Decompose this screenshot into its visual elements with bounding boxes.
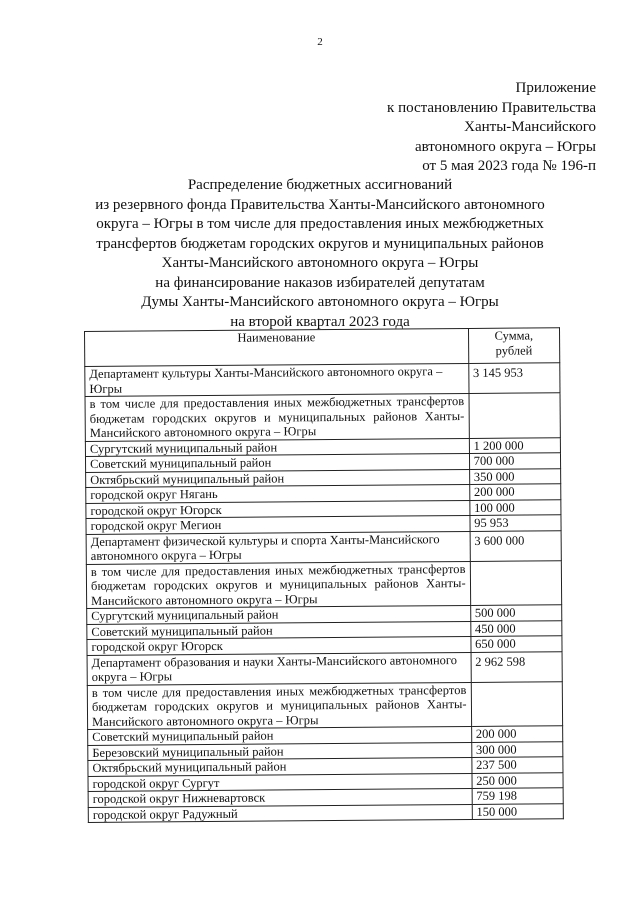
row-name: городской округ Мегион [86, 515, 470, 534]
appendix-line: к постановлению Правительства [387, 99, 596, 116]
budget-table [84, 327, 564, 823]
title-line: на финансирование наказов избирателей депутатам [155, 274, 485, 291]
row-sum: 150 000 [472, 803, 563, 819]
header-sum [468, 328, 560, 364]
row-name: Советский муниципальный район [87, 621, 471, 640]
title-line: на второй квартал 2023 года [230, 313, 410, 330]
row-name: Октябрьский муниципальный район [88, 757, 472, 776]
row-sum: 500 000 [470, 605, 561, 621]
row-name: Советский муниципальный район [88, 726, 472, 745]
row-sum: 250 000 [472, 772, 563, 788]
appendix-block [266, 79, 596, 177]
table-row [86, 530, 561, 564]
row-sum [471, 681, 563, 726]
row-sum: 650 000 [471, 636, 562, 652]
row-sum: 100 000 [469, 499, 560, 515]
row-name: в том числе для предоставления иных межбюджетных трансфертов бюджетам городских округов и муниципальных районов Ханты-Мансийского автономного округа – Югры [85, 393, 469, 441]
table-header-row [85, 328, 560, 367]
row-name: Департамент культуры Ханты-Мансийского автономного округа – Югры [85, 363, 469, 396]
document-title [80, 176, 560, 332]
page-number: 2 [317, 36, 323, 48]
row-name: Березовский муниципальный район [88, 742, 472, 761]
row-sum: 300 000 [471, 741, 562, 757]
row-sum: 95 953 [470, 515, 561, 531]
row-name: городской округ Югорск [86, 500, 470, 519]
table-row [85, 363, 560, 397]
appendix-line: Ханты-Мансийского [464, 119, 596, 135]
appendix-line: от 5 мая 2023 года № 196-п [422, 158, 596, 174]
title-line: трансфертов бюджетам городских округов и муниципальных районов [96, 235, 544, 252]
row-sum [470, 560, 562, 605]
table-body [85, 363, 564, 823]
row-sum: 2 962 598 [471, 651, 563, 682]
row-sum [469, 393, 561, 438]
row-sum: 237 500 [472, 757, 563, 773]
table-row [87, 651, 562, 685]
table-row [85, 393, 560, 441]
row-sum: 1 200 000 [469, 437, 560, 453]
row-name: Октябрьский муниципальный район [86, 469, 470, 488]
row-sum: 200 000 [469, 484, 560, 500]
header-sum-line: рублей [495, 342, 533, 358]
row-name: городской округ Радужный [88, 804, 472, 823]
header-name: Наименование [85, 328, 469, 366]
row-name: Департамент образования и науки Ханты-Мансийского автономного округа – Югры [87, 652, 471, 685]
row-name: городской округ Югорск [87, 636, 471, 655]
row-name: городской округ Нижневартовск [88, 788, 472, 807]
title-line: из резервного фонда Правительства Ханты-Мансийского автономного [95, 196, 545, 213]
row-sum: 759 198 [472, 788, 563, 804]
row-name: в том числе для предоставления иных межбюджетных трансфертов бюджетам городских округов и муниципальных районов Ханты-Мансийского автономного округа – Югры [86, 561, 470, 609]
appendix-line: Приложение [515, 80, 596, 96]
table-row [86, 560, 561, 608]
title-line: Думы Ханты-Мансийского автономного округа – Югры [141, 294, 499, 310]
row-name: городской округ Нягань [86, 484, 470, 503]
row-name: Департамент физической культуры и спорта Ханты-Мансийского автономного округа – Югры [86, 531, 470, 564]
title-line: Распределение бюджетных ассигнований [187, 177, 453, 193]
row-name: городской округ Сургут [88, 773, 472, 792]
header-sum-line: Сумма, [494, 328, 534, 343]
row-name: Сургутский муниципальный район [87, 605, 471, 624]
row-name: Советский муниципальный район [85, 453, 469, 472]
title-line: округа – Югры в том числе для предоставления иных межбюджетных [96, 216, 544, 232]
appendix-line: автономного округа – Югры [414, 138, 596, 155]
row-sum: 3 145 953 [468, 363, 560, 394]
row-sum: 700 000 [469, 453, 560, 469]
table-row [88, 803, 563, 822]
title-line: Ханты-Мансийского автономного округа – Югры [161, 255, 479, 271]
row-sum: 450 000 [470, 620, 561, 636]
row-sum: 350 000 [469, 468, 560, 484]
row-sum: 200 000 [471, 726, 562, 742]
row-name: в том числе для предоставления иных межбюджетных трансфертов бюджетам городских округов и муниципальных районов Ханты-Мансийского автономного округа – Югры [87, 682, 471, 730]
row-name: Сургутский муниципальный район [85, 438, 469, 457]
row-sum: 3 600 000 [470, 530, 562, 561]
table-row [87, 681, 562, 729]
